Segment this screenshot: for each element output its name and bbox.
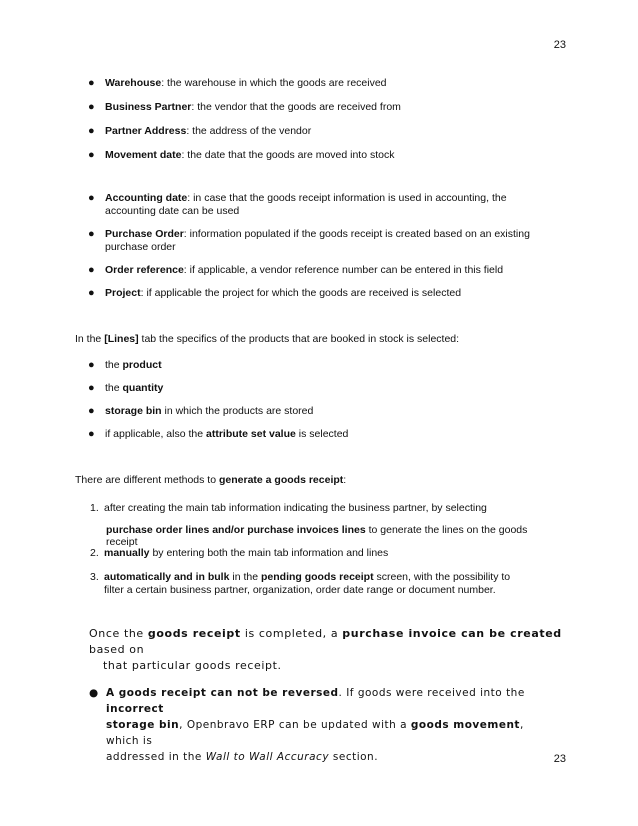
- list-item: ● Order reference: if applicable, a vendor reference number can be entered in this field: [88, 264, 504, 276]
- lines-fields-list: [88, 359, 548, 441]
- list-item: ● Warehouse: the warehouse in which the goods are received: [88, 77, 387, 89]
- bullet-icon: ●: [88, 192, 95, 204]
- bullet-icon: ●: [88, 228, 95, 240]
- list-item: ● the quantity: [88, 382, 164, 394]
- bullet-icon: ●: [88, 101, 95, 113]
- methods-intro-paragraph: There are different methods to generate a goods receipt:: [75, 474, 347, 486]
- lines-intro-paragraph: In the [Lines] tab the specifics of the products that are booked in stock is selected:: [75, 333, 460, 345]
- bullet-icon: ●: [88, 77, 95, 89]
- bullet-icon: ●: [88, 264, 95, 276]
- bullet-icon: ●: [88, 125, 95, 137]
- list-item: ● Project: if applicable the project for which the goods are received is selected: [88, 287, 462, 299]
- bullet-icon: ●: [88, 405, 95, 417]
- list-item: ● Movement date: the date that the goods are moved into stock: [88, 149, 395, 161]
- list-item: ● Purchase Order: information populated if the goods receipt is created based on an existing purchase order: [88, 228, 530, 253]
- invoice-paragraph: Once the goods receipt is completed, a purchase invoice can be created based on that particular goods receipt.: [89, 627, 562, 672]
- methods-list: [90, 502, 540, 515]
- reverse-note: ● A goods receipt can not be reversed. If goods were received into the incorrect storage bin, Openbravo ERP can be updated with a goods movement, which is addressed in the Wall to Wall Accuracy section.: [89, 687, 525, 763]
- page-number-bottom: 23: [553, 753, 566, 765]
- method-1-continuation: purchase order lines and/or purchase invoices lines to generate the lines on the goods receipt: [106, 524, 528, 548]
- list-item: ● the product: [88, 359, 162, 371]
- bullet-icon: ●: [88, 428, 95, 440]
- list-item: ● Business Partner: the vendor that the goods are received from: [88, 101, 401, 113]
- list-item: ● Accounting date: in case that the goods receipt information is used in accounting, the accounting date can be used: [88, 192, 507, 217]
- methods-list-2: [90, 547, 540, 560]
- list-item: 3. automatically and in bulk in the pending goods receipt screen, with the possibility to filter a certain business partner, organization, order date range or document number.: [90, 571, 511, 596]
- methods-list-3: [90, 571, 540, 597]
- bullet-icon: ●: [88, 149, 95, 161]
- list-item: ● storage bin in which the products are stored: [88, 405, 314, 417]
- bullet-icon: ●: [89, 687, 99, 699]
- main-tab-fields-list-2: [88, 192, 548, 300]
- list-item: ● if applicable, also the attribute set value is selected: [88, 428, 349, 440]
- main-tab-fields-list-1: [88, 77, 548, 162]
- page-number-top: 23: [553, 39, 566, 51]
- bullet-icon: ●: [88, 287, 95, 299]
- list-item: 1. after creating the main tab information indicating the business partner, by selecting: [90, 502, 487, 514]
- bullet-icon: ●: [88, 359, 95, 371]
- list-item: 2. manually by entering both the main tab information and lines: [90, 547, 389, 559]
- bullet-icon: ●: [88, 382, 95, 394]
- list-item: ● Partner Address: the address of the vendor: [88, 125, 312, 137]
